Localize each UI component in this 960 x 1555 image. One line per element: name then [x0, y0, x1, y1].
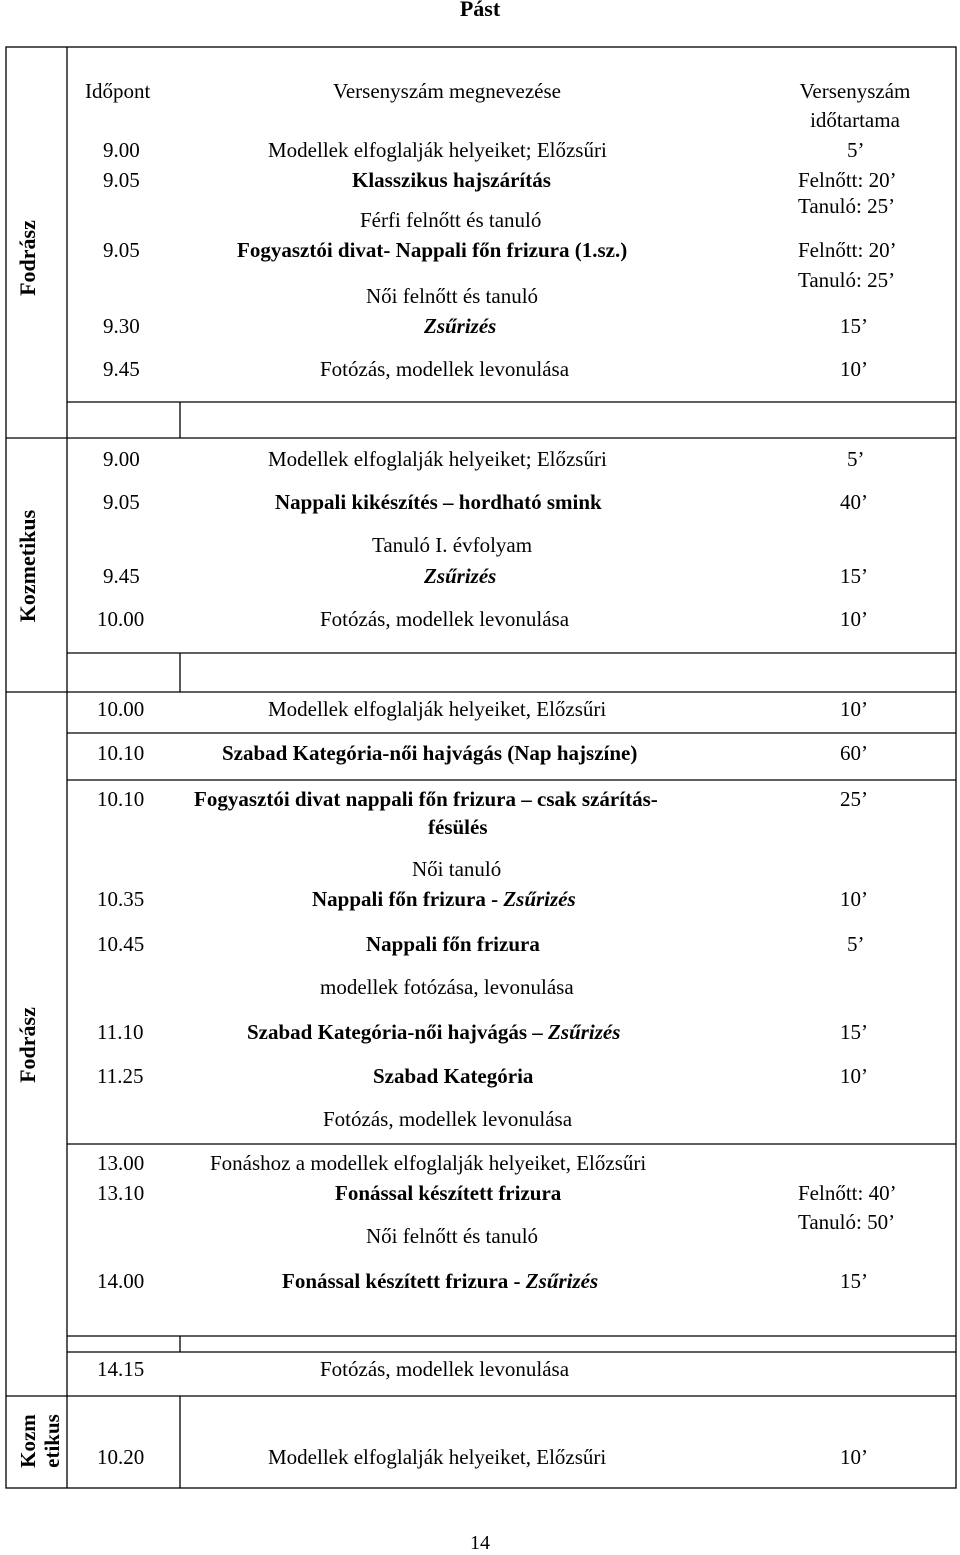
row-subtitle: Női felnőtt és tanuló — [366, 1224, 539, 1248]
row-duration: 10’ — [840, 1445, 868, 1469]
page-title: Pást — [459, 0, 501, 21]
row-time: 11.10 — [97, 1020, 144, 1044]
row-duration: 10’ — [840, 607, 868, 631]
row-name: Modellek elfoglalják helyeiket; Előzsűri — [268, 447, 607, 471]
row-time: 9.30 — [103, 314, 140, 338]
row-time: 14.15 — [97, 1357, 145, 1381]
row-duration: 60’ — [840, 741, 868, 765]
row-duration: Felnőtt: 40’ — [798, 1181, 897, 1205]
row-duration: 15’ — [840, 314, 868, 338]
row-name: Fogyasztói divat nappali főn frizura – csak szárítás- — [194, 787, 658, 811]
section-label-kozmetikus-1: Kozmetikus — [15, 509, 40, 623]
row-name — [282, 1269, 598, 1293]
row-name: Szabad Kategória-női hajvágás (Nap hajszíne) — [222, 741, 638, 765]
row-name: Nappali kikészítés – hordható smink — [275, 490, 602, 514]
row-name: Fonáshoz a modellek elfoglalják helyeiket, Előzsűri — [210, 1151, 647, 1175]
header-duration-line: időtartama — [810, 108, 900, 132]
row-duration: 15’ — [840, 1020, 868, 1044]
row-time: 9.00 — [103, 138, 140, 162]
row-name-emphasis: Zsűrizés — [503, 887, 576, 911]
row-name: Fotózás, modellek levonulása — [320, 607, 570, 631]
row-time: 10.00 — [97, 697, 145, 721]
row-time: 9.05 — [103, 490, 140, 514]
row-duration: 5’ — [847, 932, 865, 956]
row-duration: 10’ — [840, 697, 868, 721]
row-name: Fotózás, modellek levonulása — [320, 357, 570, 381]
row-duration: Tanuló: 25’ — [798, 194, 896, 218]
row-duration: 10’ — [840, 1064, 868, 1088]
row-time: 13.10 — [97, 1181, 145, 1205]
header-name: Versenyszám megnevezése — [333, 79, 561, 103]
row-duration: 15’ — [840, 1269, 868, 1293]
row-subtitle: modellek fotózása, levonulása — [320, 975, 574, 999]
row-subtitle: Fotózás, modellek levonulása — [323, 1107, 573, 1131]
row-name-emphasis: Zsűrizés — [548, 1020, 621, 1044]
row-subtitle: Női felnőtt és tanuló — [366, 284, 539, 308]
row-duration: Tanuló: 50’ — [798, 1210, 896, 1234]
row-name: Modellek elfoglalják helyeiket; Előzsűri — [268, 138, 607, 162]
row-duration: 5’ — [847, 138, 865, 162]
row-duration: 15’ — [840, 564, 868, 588]
row-time: 13.00 — [97, 1151, 145, 1175]
row-duration: 5’ — [847, 447, 865, 471]
row-name-text: Fonással készített frizura - — [282, 1269, 526, 1293]
row-time: 10.00 — [97, 607, 145, 631]
row-name: Nappali főn frizura — [366, 932, 540, 956]
row-subtitle: Női tanuló — [412, 857, 502, 881]
row-time: 9.05 — [103, 168, 140, 192]
section-label-kozmetikus-2 — [16, 1414, 64, 1468]
row-duration: Felnőtt: 20’ — [798, 238, 897, 262]
header-duration — [770, 79, 940, 132]
row-time: 10.10 — [97, 787, 145, 811]
row-duration: 40’ — [840, 490, 868, 514]
row-time: 14.00 — [97, 1269, 145, 1293]
row-duration: 10’ — [840, 357, 868, 381]
row-name: Modellek elfoglalják helyeiket, Előzsűri — [268, 1445, 607, 1469]
row-name: Fotózás, modellek levonulása — [320, 1357, 570, 1381]
row-time: 10.20 — [97, 1445, 145, 1469]
row-name: Modellek elfoglalják helyeiket, Előzsűri — [268, 697, 607, 721]
page-number: 14 — [470, 1532, 490, 1554]
row-duration: 10’ — [840, 887, 868, 911]
row-name: Fonással készített frizura — [335, 1181, 562, 1205]
row-time: 10.45 — [97, 932, 145, 956]
row-name — [312, 887, 576, 911]
row-name-continued: fésülés — [428, 815, 488, 839]
row-time: 10.10 — [97, 741, 145, 765]
row-name: Zsűrizés — [424, 314, 497, 338]
row-time: 11.25 — [97, 1064, 144, 1088]
row-duration: Tanuló: 25’ — [798, 268, 896, 292]
row-name: Szabad Kategória — [373, 1064, 534, 1088]
section-label-line: Kozm — [16, 1414, 40, 1468]
section-label-fodrasz-1: Fodrász — [15, 220, 40, 296]
header-time: Időpont — [85, 79, 151, 103]
row-subtitle: Tanuló I. évfolyam — [372, 533, 533, 557]
row-duration: Felnőtt: 20’ — [798, 168, 897, 192]
row-subtitle: Férfi felnőtt és tanuló — [360, 208, 542, 232]
row-name-text: Szabad Kategória-női hajvágás – — [247, 1020, 549, 1044]
row-name — [247, 1020, 620, 1044]
row-time: 9.00 — [103, 447, 140, 471]
section-label-line: etikus — [40, 1414, 64, 1468]
row-time: 10.35 — [97, 887, 145, 911]
row-duration: 25’ — [840, 787, 868, 811]
row-name: Zsűrizés — [424, 564, 497, 588]
row-time: 9.05 — [103, 238, 140, 262]
section-label-fodrasz-2: Fodrász — [15, 1007, 40, 1083]
row-name-text: Nappali főn frizura - — [312, 887, 504, 911]
header-duration-line: Versenyszám — [799, 79, 911, 103]
row-name: Klasszikus hajszárítás — [352, 168, 551, 192]
row-name: Fogyasztói divat- Nappali főn frizura (1.sz.) — [237, 238, 628, 262]
row-name-emphasis: Zsűrizés — [525, 1269, 599, 1293]
row-time: 9.45 — [103, 564, 140, 588]
row-time: 9.45 — [103, 357, 140, 381]
